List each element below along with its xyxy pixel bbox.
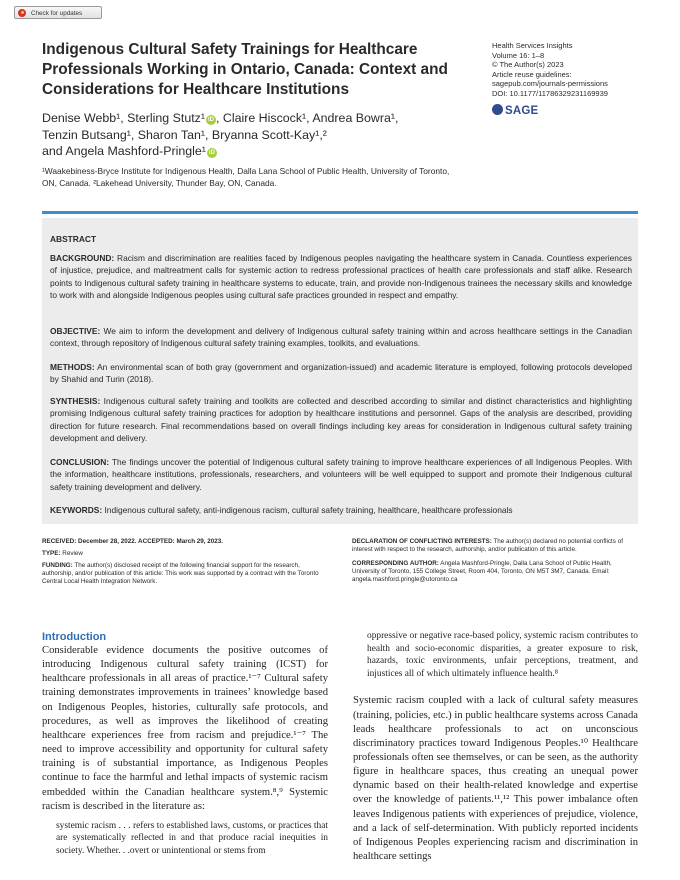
- authors-line3: and Angela Mashford-Pringle¹: [42, 144, 206, 158]
- publisher-logo: [492, 104, 538, 117]
- article-title: Indigenous Cultural Safety Trainings for Healthcare Professionals Working in Ontario, Canada: Context and Considerations for Healthcare Institutions: [42, 41, 448, 98]
- publisher-name: SAGE: [505, 105, 539, 117]
- journal-reuse: Article reuse guidelines:: [492, 69, 572, 79]
- abstract-conclusion: CONCLUSION: The findings uncover the potential of Indigenous cultural safety training to improve healthcare experiences of all Indigenous Peoples. With the information, healthcare institutions, professionals, researchers, and volunteers will be well equipped to support and promote their Indigenous cultural safety training development and delivery.: [50, 457, 632, 492]
- abstract-background: BACKGROUND: Racism and discrimination are realities faced by Indigenous peoples navigating the healthcare system in Canada. Countless experiences of injustice, prejudice, and maltreatment calls for systemic action to redress professional practices of health care professionals and staff alike. Research points to Indigenous cultural safety training in healthcare systems to educate, train, and provide non-Indigenous trainees the necessary skills and knowledge to work with and alongside Indigenous peoples using cultural safe practices grounded in respect and empathy.: [50, 253, 632, 300]
- authors-line1: Denise Webb¹, Sterling Stutz¹: [42, 111, 205, 125]
- abstract-objective: OBJECTIVE: We aim to inform the development and delivery of Indigenous cultural safety training within and across healthcare settings in the Canadian context, through repository of Indigenous cultural safety training examples, toolkits, and evaluations.: [50, 326, 633, 349]
- corresponding-author: CORRESPONDING AUTHOR: Angela Mashford-Pringle, Dalla Lana School of Public Health, University of Toronto, 155 College Street, Room 404, Toronto, ON M5T 3M7, Canada. Email: angela.mashford.pringle@utoronto.ca: [352, 560, 612, 583]
- sage-logo-icon: [492, 104, 503, 115]
- abstract-methods: METHODS: An environmental scan of both gray (government and organization-issued) and academic literature is employed, following protocols developed by Shahid and Turin (2018).: [50, 362, 632, 385]
- article-type: TYPE: Review: [42, 550, 83, 557]
- block-quote-part2: oppressive or negative race-based policy, systemic racism contributes to health and socio-economic disparities, a greater exposure to risk, hazards, toxic environments, unfair perceptions, treatment, and injustices all of which ultimately influence health.⁸: [367, 631, 638, 679]
- check-for-updates-button[interactable]: [14, 6, 102, 19]
- check-for-updates-label: Check for updates: [31, 10, 83, 17]
- authors-line1b: , Claire Hiscock¹, Andrea Bowra¹,: [215, 111, 399, 125]
- orcid-icon[interactable]: iD: [207, 117, 214, 123]
- journal-reuse-link[interactable]: sagepub.com/journals-permissions: [492, 79, 608, 88]
- body-paragraph-1: Considerable evidence documents the positive outcomes of introducing Indigenous cultural safety training (ICST) for healthcare professionals in all areas of practice.¹⁻⁷ Cultural safety training demonstrates improvements in trainees’ knowledge based on Indigenous Peoples, histories, culturally safe protocols, and procedures, as well as improves the likelihood of creating healthcare experiences free from racism and prejudice.¹⁻⁷ The need to improve accessibility and opportunity for cultural safety training is of substantial importance, as Indigenous Peoples continue to face the harmful and lethal impacts of systemic racism embedded within the Canadian healthcare system.⁸,⁹ Systemic racism is described in the literature as:: [42, 645, 328, 812]
- article-meta-left: [42, 538, 332, 586]
- received-dates: RECEIVED: December 28, 2022. ACCEPTED: March 29, 2023.: [42, 538, 224, 545]
- funding: FUNDING: The author(s) disclosed receipt of the following financial support for the research, authorship, and/or publication of this article: This work was supported by a contract with the Toronto Central Local Health Integration Network.: [42, 562, 319, 585]
- abstract-keywords: KEYWORDS: Indigenous cultural safety, anti-indigenous racism, cultural safety training, healthcare, healthcare professionals: [50, 505, 513, 515]
- block-quote-part1: systemic racism . . . refers to established laws, customs, or practices that are systematically reflected in and that produce racial inequities in society. Whether. . .overt or unintentional or stems from: [56, 820, 328, 857]
- journal-name: Health Services Insights: [492, 41, 573, 50]
- abstract-heading: ABSTRACT: [50, 234, 97, 244]
- orcid-icon[interactable]: iD: [208, 150, 215, 156]
- body-column-left: [42, 630, 328, 858]
- journal-copyright: © The Author(s) 2023: [492, 60, 564, 69]
- abstract-box: [42, 218, 638, 524]
- section-heading-introduction: Introduction: [42, 631, 107, 643]
- journal-volume: Volume 16: 1–8: [492, 50, 545, 60]
- body-column-right: [353, 630, 638, 864]
- authors-line2: Tenzin Butsang¹, Sharon Tan¹, Bryanna Scott-Kay¹,²: [42, 127, 327, 142]
- journal-doi[interactable]: DOI: 10.1177/11786329231169939: [492, 88, 608, 98]
- conflict-declaration: DECLARATION OF CONFLICTING INTERESTS: The author(s) declared no potential conflicts of interest with respect to the research, authorship, and/or publication of this article.: [352, 538, 623, 553]
- abstract-synthesis: SYNTHESIS: Indigenous cultural safety training and toolkits are collected and described according to similar and distinct characteristics and highlighting promising Indigenous cultural safety training practices for adoption by healthcare institutions and personnel. Gaps of the analysis are described, providing direction for future research. Final recommendations based on overall findings including key areas for consideration in Indigenous cultural safety training development and delivery.: [50, 396, 633, 443]
- affiliations: ¹Waakebiness-Bryce Institute for Indigenous Health, Dalla Lana School of Public Health, University of Toronto, ON, Canada. ²Lakehead University, Thunder Bay, ON, Canada.: [42, 166, 450, 188]
- body-paragraph-2: Systemic racism coupled with a lack of cultural safety measures (training, policies, etc.) in public healthcare systems across Canada leads healthcare professionals to act on unconscious discriminatory practices toward Indigenous Peoples.¹⁰ Healthcare professionals often see themselves, or can be seen, as the authority figure in healthcare spaces, thus creating an unequal power dynamic based on their health-related knowledge and expertise over the knowledge of patients.¹¹,¹² This power imbalance often leaves Indigenous patients with experiences of prejudice, violence, and a lack of self-determination. With publicly reported incidents of Indigenous Peoples experiencing racism and discrimination in healthcare settings: [353, 695, 638, 863]
- header-divider: [42, 211, 638, 214]
- article-meta-right: [352, 538, 638, 584]
- crossmark-icon: [18, 9, 26, 17]
- journal-info: [492, 41, 662, 98]
- author-list: [42, 110, 442, 160]
